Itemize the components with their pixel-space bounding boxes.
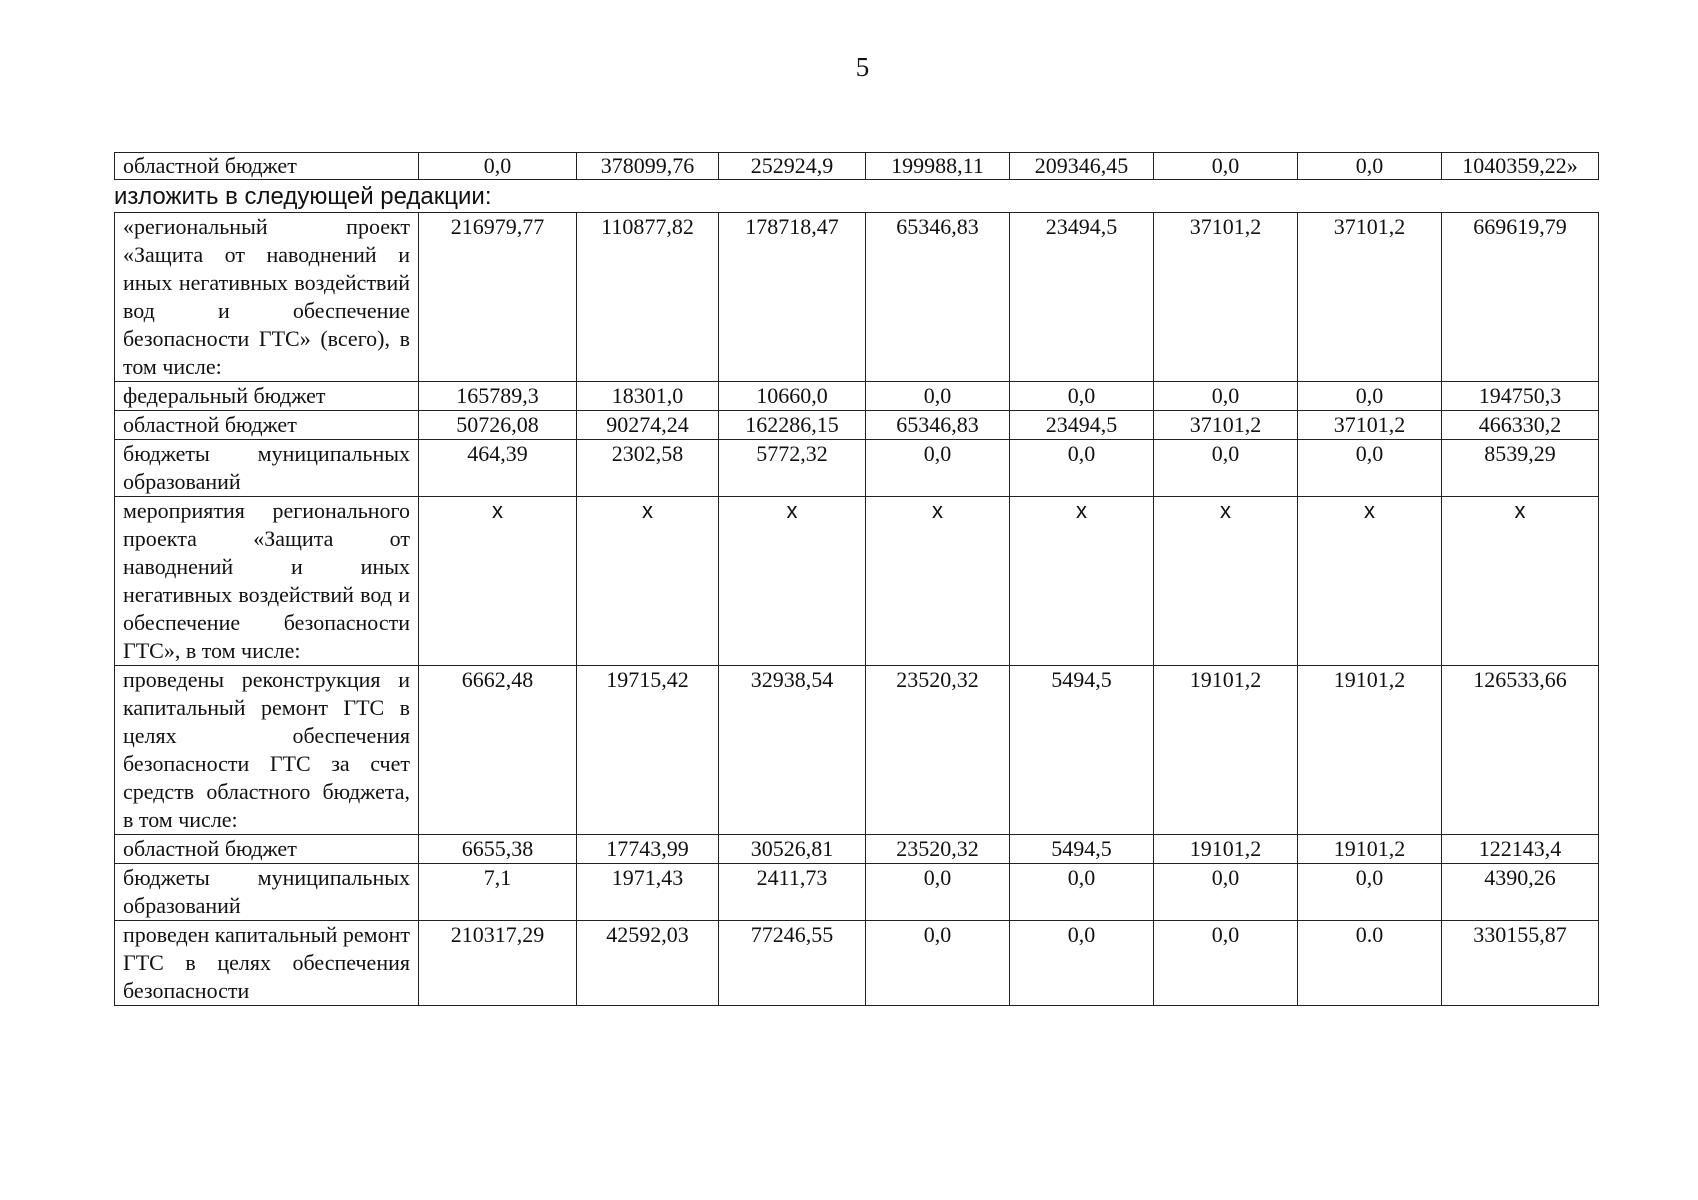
row-label: бюджеты муниципальных образований (115, 864, 419, 921)
cell-value: 0,0 (866, 921, 1010, 1006)
cell-value: 0,0 (1010, 440, 1154, 497)
cell-value: 50726,08 (419, 411, 577, 440)
cell-value: 122143,4 (1442, 835, 1599, 864)
cell-value: 77246,55 (719, 921, 866, 1006)
cell-value: х (1154, 497, 1298, 666)
cell-value: 5494,5 (1010, 835, 1154, 864)
table-row (115, 213, 1599, 382)
cell-value: 6662,48 (419, 666, 577, 835)
previous-edition-table (114, 152, 1599, 180)
cell-value: 252924,9 (719, 153, 866, 180)
cell-value: 466330,2 (1442, 411, 1599, 440)
cell-value: 330155,87 (1442, 921, 1599, 1006)
cell-value: 0,0 (1298, 153, 1442, 180)
new-edition-table (114, 212, 1599, 1006)
cell-value: 0,0 (1298, 440, 1442, 497)
cell-value: 0,0 (866, 864, 1010, 921)
cell-value: 0,0 (1154, 382, 1298, 411)
row-label: проведены реконструкция и капитальный ремонт ГТС в целях обеспечения безопасности ГТС за счет средств областного бюджета, в том числе: (115, 666, 419, 835)
cell-value: 37101,2 (1154, 213, 1298, 382)
table-row (115, 153, 1599, 180)
cell-value: 19101,2 (1154, 666, 1298, 835)
cell-value: 23494,5 (1010, 213, 1154, 382)
cell-value: 0,0 (1298, 864, 1442, 921)
cell-value: х (1442, 497, 1599, 666)
table-row (115, 835, 1599, 864)
cell-value: 30526,81 (719, 835, 866, 864)
cell-value: 0,0 (419, 153, 577, 180)
cell-value: 178718,47 (719, 213, 866, 382)
cell-value: 2411,73 (719, 864, 866, 921)
cell-value: 23520,32 (866, 835, 1010, 864)
row-label: «региональный проект «Защита от наводнений и иных негативных воздействий вод и обеспечение безопасности ГТС» (всего), в том числе: (115, 213, 419, 382)
cell-value: 199988,11 (866, 153, 1010, 180)
table-body (115, 213, 1599, 1006)
cell-value: 194750,3 (1442, 382, 1599, 411)
cell-value: 0,0 (866, 440, 1010, 497)
cell-value: 19101,2 (1298, 666, 1442, 835)
cell-value: 17743,99 (577, 835, 719, 864)
cell-value: 65346,83 (866, 411, 1010, 440)
cell-value: 669619,79 (1442, 213, 1599, 382)
cell-value: 18301,0 (577, 382, 719, 411)
cell-value: 0,0 (1010, 921, 1154, 1006)
cell-value: 2302,58 (577, 440, 719, 497)
cell-value: 0,0 (1010, 864, 1154, 921)
cell-value: 0,0 (1154, 153, 1298, 180)
cell-value: 7,1 (419, 864, 577, 921)
cell-value: 0,0 (1154, 921, 1298, 1006)
row-label: федеральный бюджет (115, 382, 419, 411)
row-label: бюджеты муниципальных образований (115, 440, 419, 497)
cell-value: х (1298, 497, 1442, 666)
table-row (115, 864, 1599, 921)
table-row (115, 411, 1599, 440)
cell-value: 1040359,22» (1442, 153, 1599, 180)
row-label: областной бюджет (115, 411, 419, 440)
table-row (115, 497, 1599, 666)
cell-value: 8539,29 (1442, 440, 1599, 497)
row-label: областной бюджет (115, 835, 419, 864)
cell-value: 5772,32 (719, 440, 866, 497)
cell-value: 37101,2 (1298, 213, 1442, 382)
cell-value: 19101,2 (1154, 835, 1298, 864)
cell-value: 19715,42 (577, 666, 719, 835)
cell-value: 23494,5 (1010, 411, 1154, 440)
cell-value: 0,0 (1010, 382, 1154, 411)
cell-value: 4390,26 (1442, 864, 1599, 921)
cell-value: 1971,43 (577, 864, 719, 921)
cell-value: 216979,77 (419, 213, 577, 382)
cell-value: 37101,2 (1154, 411, 1298, 440)
table-row (115, 440, 1599, 497)
cell-value: 19101,2 (1298, 835, 1442, 864)
cell-value: 65346,83 (866, 213, 1010, 382)
cell-value: 5494,5 (1010, 666, 1154, 835)
cell-value: 0.0 (1298, 921, 1442, 1006)
row-label: мероприятия регионального проекта «Защита от наводнений и иных негативных воздействий вод и обеспечение безопасности ГТС», в том числе: (115, 497, 419, 666)
cell-value: х (419, 497, 577, 666)
cell-value: х (866, 497, 1010, 666)
cell-value: 162286,15 (719, 411, 866, 440)
cell-value: 0,0 (866, 382, 1010, 411)
row-label: областной бюджет (115, 153, 419, 180)
cell-value: 210317,29 (419, 921, 577, 1006)
table-row (115, 666, 1599, 835)
cell-value: х (719, 497, 866, 666)
cell-value: 0,0 (1298, 382, 1442, 411)
cell-value: 10660,0 (719, 382, 866, 411)
cell-value: 0,0 (1154, 864, 1298, 921)
cell-value: 0,0 (1154, 440, 1298, 497)
cell-value: 6655,38 (419, 835, 577, 864)
page-number: 5 (855, 52, 870, 82)
cell-value: 37101,2 (1298, 411, 1442, 440)
cell-value: 23520,32 (866, 666, 1010, 835)
cell-value: 165789,3 (419, 382, 577, 411)
cell-value: 32938,54 (719, 666, 866, 835)
cell-value: 110877,82 (577, 213, 719, 382)
cell-value: 378099,76 (577, 153, 719, 180)
table-row (115, 921, 1599, 1006)
cell-value: 90274,24 (577, 411, 719, 440)
row-label: проведен капитальный ремонт ГТС в целях обеспечения безопасности (115, 921, 419, 1006)
cell-value: 209346,45 (1010, 153, 1154, 180)
cell-value: х (1010, 497, 1154, 666)
cell-value: 126533,66 (1442, 666, 1599, 835)
table-row (115, 382, 1599, 411)
cell-value: х (577, 497, 719, 666)
cell-value: 42592,03 (577, 921, 719, 1006)
amendment-instruction: изложить в следующей редакции: (114, 183, 492, 210)
cell-value: 464,39 (419, 440, 577, 497)
